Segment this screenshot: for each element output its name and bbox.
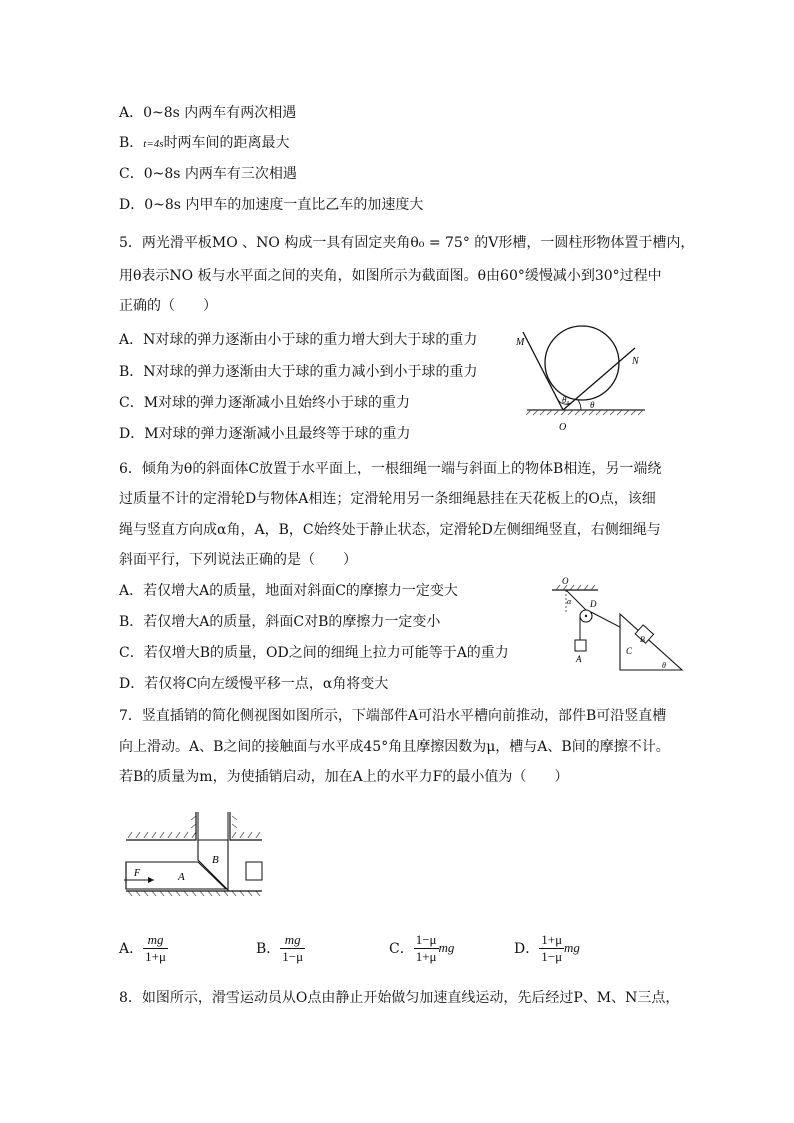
svg-text:θ₀: θ₀ (562, 395, 570, 405)
q7-option-a: A． $\frac{mg}{1+\mu}$ (119, 931, 166, 964)
q4-option-a: A．0~8s 内两车有两次相遇 (119, 105, 297, 121)
q7-stem-line1: 7．竖直插销的简化侧视图如图所示，下端部件A可沿水平槽向前推动，部件B可沿竖直槽 (119, 708, 667, 724)
svg-text:M: M (516, 337, 525, 348)
svg-text:O: O (562, 576, 569, 586)
q5-stem-line3: 正确的（ ） (119, 298, 217, 314)
q6-option-a: A．若仅增大A的质量，地面对斜面C的摩擦力一定变大 (119, 583, 458, 599)
block-a (575, 640, 586, 651)
fraction: $\frac{1+\mu}{1-\mu}$ (541, 931, 563, 964)
q6-stem-line3: 绳与竖直方向成α角，A，B，C始终处于静止状态，定滑轮D左侧细绳竖直，右侧细绳与 (119, 522, 661, 538)
q4-option-d: D．0~8s 内甲车的加速度一直比乙车的加速度大 (119, 197, 424, 213)
q7-option-c: C． $\frac{1-\mu}{1+\mu}$ mg (389, 931, 455, 964)
q6-stem-line1: 6．倾角为θ的斜面体C放置于水平面上，一根细绳一端与斜面上的物体B相连，另一端绕 (119, 461, 662, 477)
svg-text:B: B (640, 635, 645, 644)
svg-text:B: B (212, 854, 219, 866)
q5-option-a: A．N对球的弹力逐渐由小于球的重力增大到大于球的重力 (119, 332, 478, 348)
cylinder (545, 326, 619, 400)
q6-stem-line2: 过质量不计的定滑轮D与物体A相连；定滑轮用另一条细绳悬挂在天花板上的O点，该细 (119, 491, 656, 507)
svg-text:F: F (134, 868, 141, 879)
fraction: $\frac{1-\mu}{1+\mu}$ (415, 931, 437, 964)
svg-text:D: D (590, 599, 597, 609)
svg-text:C: C (626, 646, 633, 656)
q4-option-b: B．t=4s时两车间的距离最大 (119, 135, 290, 151)
q7-stem-line3: 若B的质量为m，为使插销启动，加在A上的水平力F的最小值为（ ） (119, 769, 569, 785)
q6-option-c: C．若仅增大B的质量，OD之间的细绳上拉力可能等于A的重力 (119, 645, 509, 661)
svg-text:θ: θ (662, 661, 666, 670)
svg-text:α: α (567, 597, 572, 606)
q5-stem-line2: 用θ表示NO 板与水平面之间的夹角，如图所示为截面图。θ由60°缓慢减小到30°过程中 (119, 268, 662, 284)
q5-option-c: C．M对球的弹力逐渐减小且始终小于球的重力 (119, 395, 411, 411)
fraction: $\frac{mg}{1-\mu}$ (282, 931, 304, 964)
incline-c (620, 614, 682, 670)
svg-text:θ: θ (590, 400, 595, 410)
q6-figure (540, 574, 685, 674)
svg-text:A: A (576, 654, 582, 664)
q8-stem-line1: 8．如图所示，滑雪运动员从O点由静止开始做匀加速直线运动，先后经过P、M、N三点， (119, 990, 680, 1006)
q7-figure (118, 810, 268, 905)
fraction: $\frac{mg}{1+\mu}$ (145, 931, 166, 964)
q7-stem-line2: 向上滑动。A、B之间的接触面与水平成45°角且摩擦因数为μ，槽与A、B间的摩擦不计。 (119, 739, 670, 755)
q6-stem-line4: 斜面平行，下列说法正确的是（ ） (119, 552, 357, 568)
q5-option-b: B．N对球的弹力逐渐由大于球的重力减小到小于球的重力 (119, 364, 478, 380)
q4-option-c: C．0~8s 内两车有三次相遇 (119, 166, 297, 182)
svg-text:O: O (559, 422, 567, 433)
q5-figure (505, 318, 660, 436)
q5-stem-line1: 5．两光滑平板MO 、NO 构成一具有固定夹角θ₀ = 75° 的V形槽，一圆柱形物体置于槽内， (119, 235, 695, 251)
svg-text:N: N (632, 356, 639, 367)
svg-text:A: A (178, 871, 185, 883)
q7-option-d: D． $\frac{1+\mu}{1-\mu}$ mg (514, 931, 580, 964)
plate-no (563, 348, 635, 410)
q6-option-b: B．若仅增大A的质量，斜面C对B的摩擦力一定变小 (119, 614, 441, 630)
q5-option-d: D．M对球的弹力逐渐减小且最终等于球的重力 (119, 426, 411, 442)
q6-option-d: D．若仅将C向左缓慢平移一点，α角将变大 (119, 676, 389, 692)
q7-option-b: B． $\frac{mg}{1-\mu}$ (256, 931, 304, 964)
